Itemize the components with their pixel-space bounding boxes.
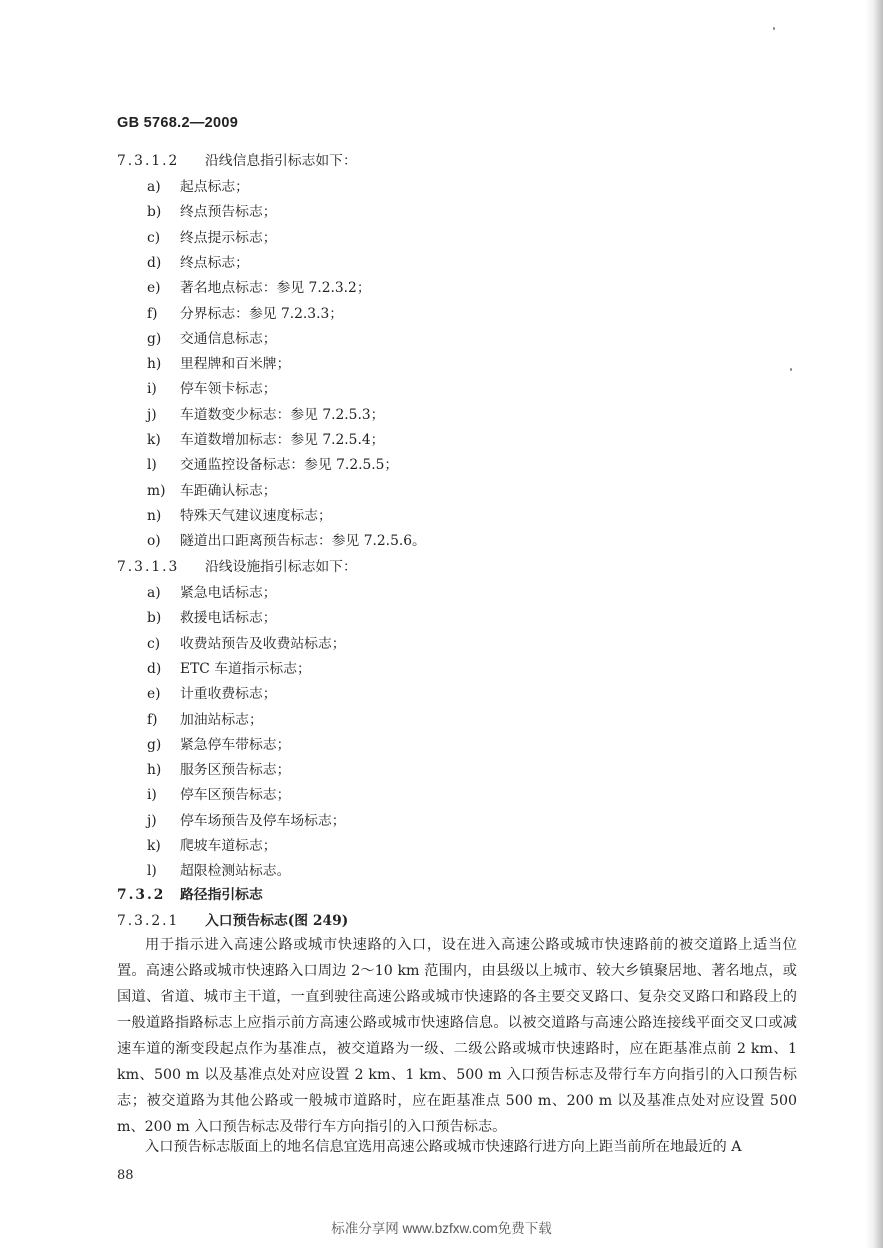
list-item-marker: i) xyxy=(147,381,157,398)
list-item-text: 停车领卡标志； xyxy=(180,381,277,398)
list-item-text: 起点标志； xyxy=(180,179,249,195)
list-item-marker: a) xyxy=(147,179,161,195)
list-item xyxy=(147,482,277,500)
list-item-text: 救援电话标志； xyxy=(180,610,277,627)
list-item-marker: f) xyxy=(147,305,158,322)
list-item-marker: h) xyxy=(147,356,162,373)
section-7-3-1-2-heading xyxy=(117,152,357,170)
list-item xyxy=(147,837,277,855)
list-item xyxy=(147,711,263,729)
list-item-text: 分界标志：参见 7.2.3.3； xyxy=(180,305,344,322)
list-item-marker: l) xyxy=(147,457,157,474)
list-item-text: 车道数增加标志：参见 7.2.5.4； xyxy=(180,432,385,448)
list-item xyxy=(147,330,277,348)
list-item xyxy=(147,431,384,449)
list-item-text: 车距确认标志； xyxy=(180,482,277,499)
section-number: 7.3.2.1 xyxy=(117,913,180,929)
list-item-marker: b) xyxy=(147,204,162,221)
list-item-marker: j) xyxy=(147,406,157,423)
list-item-text: 加油站标志； xyxy=(180,711,263,728)
list-item-text: 计重收费标志； xyxy=(180,686,277,703)
list-item xyxy=(147,786,290,804)
list-item xyxy=(147,380,277,398)
section-number: 7.3.2 xyxy=(117,887,166,903)
list-item xyxy=(147,279,371,297)
list-item-text: 终点预告标志； xyxy=(180,204,277,221)
list-item-marker: e) xyxy=(147,280,161,297)
list-item-text: 特殊天气建议速度标志； xyxy=(180,507,332,524)
list-item-marker: d) xyxy=(147,660,162,677)
list-item-text: ETC 车道指示标志； xyxy=(180,660,311,677)
scan-speck xyxy=(773,27,775,30)
list-item xyxy=(147,584,277,602)
list-item-text: 著名地点标志：参见 7.2.3.2； xyxy=(180,280,371,297)
section-title: 入口预告标志(图 249) xyxy=(205,913,349,929)
scan-speck xyxy=(790,368,792,371)
list-item-marker: o) xyxy=(147,533,161,550)
section-7-3-1-3-heading xyxy=(117,558,357,576)
list-item-text: 车道数变少标志：参见 7.2.5.3； xyxy=(180,406,385,423)
list-item-text: 紧急停车带标志； xyxy=(180,736,291,753)
list-item xyxy=(147,862,290,880)
section-number: 7.3.1.3 xyxy=(117,559,180,575)
list-item xyxy=(147,254,249,272)
list-item-text: 收费站预告及收费站标志； xyxy=(180,635,346,652)
list-item xyxy=(147,406,384,424)
list-item xyxy=(147,355,290,373)
section-7-3-2-1-heading xyxy=(117,912,348,930)
section-title: 沿线设施指引标志如下： xyxy=(205,559,357,575)
list-item-marker: a) xyxy=(147,585,161,601)
list-item-text: 停车区预告标志； xyxy=(180,787,291,804)
list-item xyxy=(147,507,332,525)
paragraph-place-name-info: 入口预告标志版面上的地名信息宜选用高速公路或城市快速路行进方向上距当前所在地最近的 A xyxy=(145,1139,742,1155)
list-item xyxy=(147,456,398,474)
list-item-text: 终点标志； xyxy=(180,254,249,271)
list-item-text: 停车场预告及停车场标志； xyxy=(180,812,346,829)
list-item xyxy=(147,229,277,247)
list-item xyxy=(147,812,346,830)
list-item-marker: g) xyxy=(147,330,162,347)
list-item-marker: b) xyxy=(147,610,162,627)
section-7-3-2-heading xyxy=(117,886,263,904)
list-item-text: 里程牌和百米牌； xyxy=(180,356,291,373)
document-header: GB 5768.2—2009 xyxy=(117,115,239,131)
section-number: 7.3.1.2 xyxy=(117,153,180,169)
list-item xyxy=(147,532,426,550)
list-item-text: 交通信息标志； xyxy=(180,330,277,347)
list-item xyxy=(147,635,346,653)
page-edge-shadow xyxy=(865,0,883,1248)
footer-watermark: 标准分享网 www.bzfxw.com免费下载 xyxy=(331,1221,552,1236)
list-item-text: 爬坡车道标志； xyxy=(180,838,277,854)
list-item-marker: c) xyxy=(147,229,161,246)
list-item-marker: j) xyxy=(147,812,157,829)
list-item-text: 紧急电话标志； xyxy=(180,585,277,601)
list-item xyxy=(147,203,277,221)
list-item-marker: h) xyxy=(147,762,162,779)
list-item-marker: c) xyxy=(147,635,161,652)
section-title: 路径指引标志 xyxy=(180,887,263,903)
list-item xyxy=(147,609,277,627)
list-item-marker: i) xyxy=(147,787,157,804)
list-item xyxy=(147,178,249,196)
list-item-marker: g) xyxy=(147,736,162,753)
page-number: 88 xyxy=(117,1168,134,1183)
list-item xyxy=(147,761,290,779)
list-item-marker: d) xyxy=(147,254,162,271)
list-item-marker: k) xyxy=(147,432,161,448)
list-item xyxy=(147,305,343,323)
list-item-marker: m) xyxy=(147,482,166,499)
paragraph-entrance-advance-sign: 用于指示进入高速公路或城市快速路的入口，设在进入高速公路或城市快速路前的被交道路上适当位置。高速公路或城市快速路入口周边 2～10 km 范围内，由县级以上城市、较大乡镇聚居地、著名地点，或国道、省道、城市主干道，一直到驶往高速公路或城市快速路的各主要交叉路口、复杂交叉路口和路段上的一般道路指路标志上应指示前方高速公路或城市快速路信息。以被交道路与高速公路连接线平面交叉口或减速车道的渐变段起点作为基准点，被交道路为一级、二级公路或城市快速路时，应在距基准点前 2 km、1 km、500 m 以及基准点处对应设置 2 km、1 km、500 m 入口预告标志及带行车方向指引的入口预告标志；被交道路为其他公路或一般城市道路时，应在距基准点 500 m、200 m 以及基准点处对应设置 500 m、200 m 入口预告标志及带行车方向指引的入口预告标志。 xyxy=(117,937,797,1135)
list-item-marker: n) xyxy=(147,507,162,524)
list-item-marker: k) xyxy=(147,838,161,854)
list-item xyxy=(147,685,277,703)
list-item-text: 隧道出口距离预告标志：参见 7.2.5.6。 xyxy=(180,533,426,550)
list-item-text: 交通监控设备标志：参见 7.2.5.5； xyxy=(180,457,399,474)
list-item-marker: f) xyxy=(147,711,158,728)
list-item xyxy=(147,660,311,678)
list-item-text: 服务区预告标志； xyxy=(180,762,291,779)
list-item-text: 终点提示标志； xyxy=(180,229,277,246)
list-item-marker: e) xyxy=(147,686,161,703)
list-item-text: 超限检测站标志。 xyxy=(180,863,291,880)
list-item xyxy=(147,736,290,754)
section-title: 沿线信息指引标志如下： xyxy=(205,153,357,169)
list-item-marker: l) xyxy=(147,863,157,880)
